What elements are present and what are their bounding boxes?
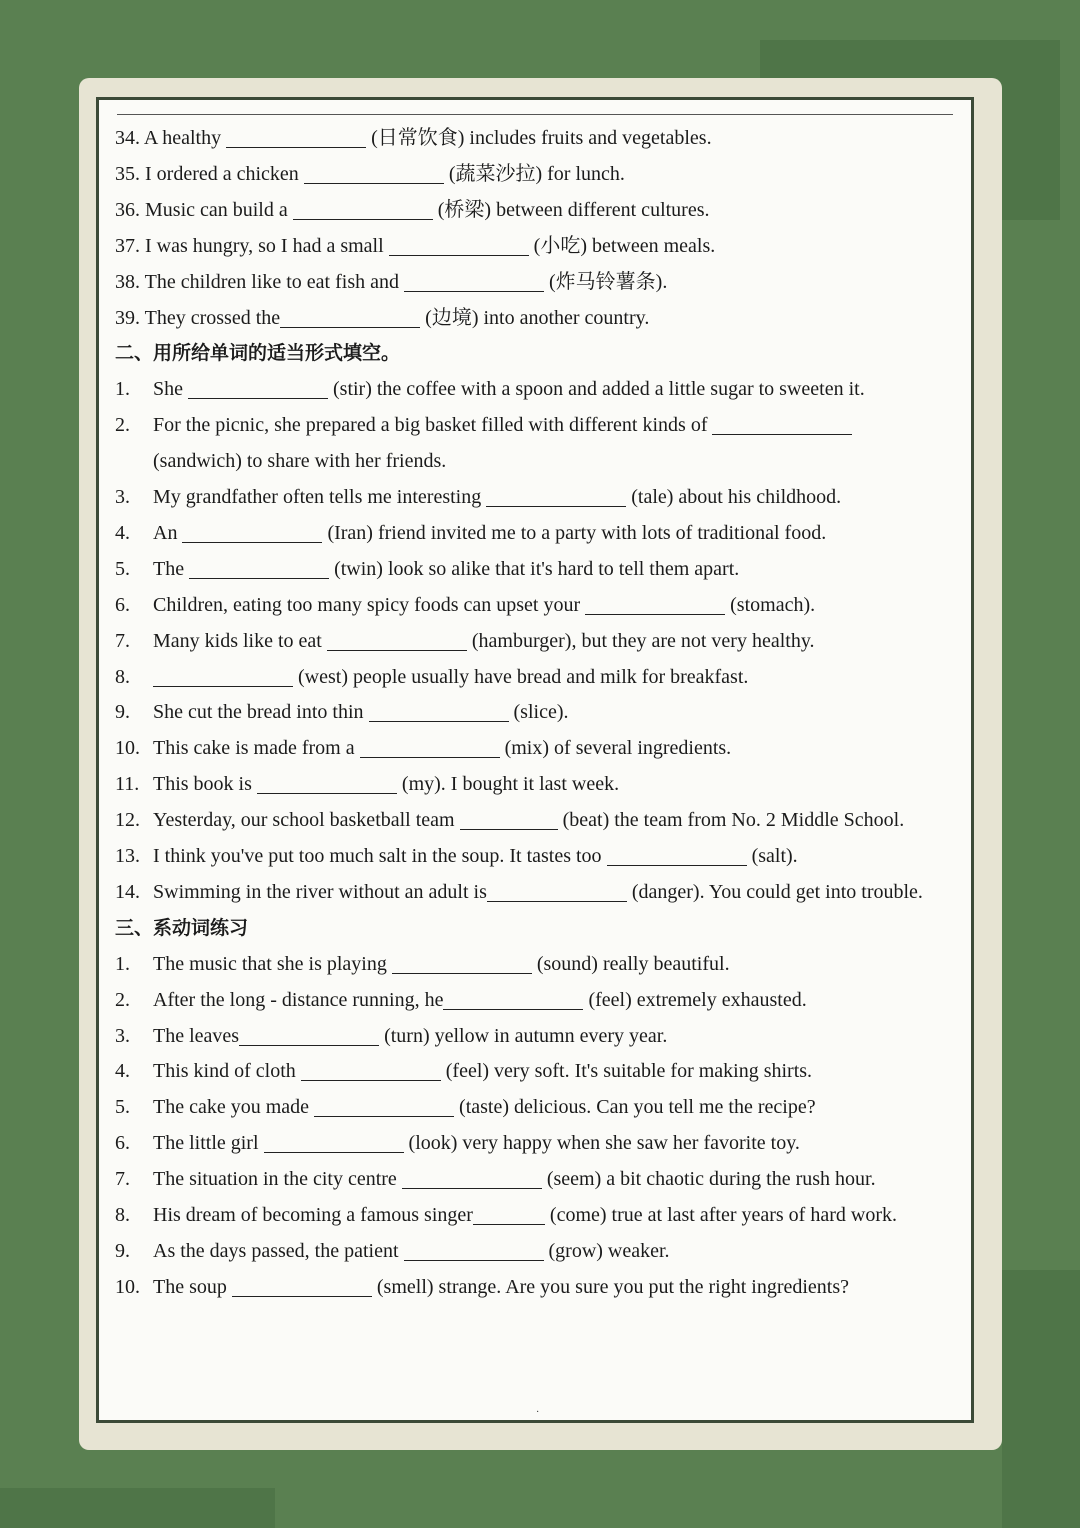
question-number: 11. <box>115 773 140 796</box>
top-rule <box>117 114 953 115</box>
question-number: 9. <box>115 1239 130 1262</box>
answer-blank[interactable] <box>404 269 544 292</box>
question-number: 3. <box>115 1024 130 1047</box>
answer-blank[interactable] <box>473 1202 545 1225</box>
question-text-before: His dream of becoming a famous singer <box>153 1204 473 1226</box>
question-line <box>115 1018 957 1054</box>
question-line <box>115 730 957 766</box>
question-text-after: (danger). You could get into trouble. <box>626 880 923 903</box>
question-text <box>153 730 731 766</box>
question-line <box>115 443 957 479</box>
worksheet-frame <box>96 97 974 1423</box>
question-text-after: (smell) strange. Are you sure you put the right ingredients? <box>371 1275 849 1298</box>
question-text <box>153 1125 800 1161</box>
question-text <box>153 838 798 874</box>
question-line <box>115 1233 957 1269</box>
question-text <box>153 1233 670 1269</box>
question-line <box>115 766 957 802</box>
question-text-before: 34. A healthy <box>115 127 227 149</box>
question-text <box>153 623 815 659</box>
question-line <box>115 874 957 910</box>
question-text-after: (日常饮食) includes fruits and vegetables. <box>366 127 712 149</box>
answer-blank[interactable] <box>585 592 725 615</box>
question-number: 6. <box>115 593 130 616</box>
question-text-before: Children, eating too many spicy foods can upset your <box>153 593 586 616</box>
question-number: 13. <box>115 845 140 867</box>
question-text <box>153 766 619 802</box>
question-text <box>115 156 625 192</box>
question-line <box>115 192 957 228</box>
question-text-before: (sandwich) to share with her friends. <box>153 450 447 473</box>
question-text-after: (salt). <box>746 845 798 867</box>
question-text-before: She <box>153 378 188 401</box>
section-heading-2: 二、用所给单词的适当形式填空。 <box>115 342 401 365</box>
question-line <box>115 515 957 551</box>
answer-blank[interactable] <box>189 556 329 579</box>
answer-blank[interactable] <box>293 197 433 220</box>
question-text-after: (小吃) between meals. <box>528 234 716 257</box>
answer-blank[interactable] <box>314 1094 454 1117</box>
question-text <box>153 1018 667 1054</box>
question-text <box>153 694 569 730</box>
question-line <box>115 802 957 838</box>
question-text-after: (west) people usually have bread and milk for breakfast. <box>293 665 749 688</box>
question-line <box>115 694 957 730</box>
question-text <box>153 982 807 1018</box>
question-line <box>115 371 957 407</box>
question-line <box>115 982 957 1018</box>
question-number: 1. <box>115 952 130 975</box>
question-text-after: (twin) look so alike that it's hard to tell them apart. <box>329 557 740 580</box>
question-number: 2. <box>115 988 130 1011</box>
question-text-before: Yesterday, our school basketball team <box>153 809 460 832</box>
question-text-before: This kind of cloth <box>153 1060 301 1083</box>
question-number: 14. <box>115 880 140 903</box>
answer-blank[interactable] <box>392 951 532 974</box>
question-text <box>115 192 710 228</box>
question-text-after: (mix) of several ingredients. <box>499 737 732 760</box>
question-text-before: Swimming in the river without an adult is <box>153 880 487 903</box>
answer-blank[interactable] <box>389 233 529 256</box>
question-text-after: (turn) yellow in autumn every year. <box>379 1024 668 1047</box>
question-text-before: 38. The children like to eat fish and <box>115 270 404 293</box>
question-text <box>115 300 649 336</box>
question-number: 8. <box>115 665 130 688</box>
question-text-before: The soup <box>153 1275 232 1298</box>
answer-blank[interactable] <box>304 161 444 184</box>
question-text-before: My grandfather often tells me interesting <box>153 486 487 508</box>
question-line <box>115 1269 957 1305</box>
question-text <box>153 443 446 479</box>
answer-blank[interactable] <box>239 1023 379 1046</box>
question-text-before: After the long - distance running, he <box>153 988 444 1011</box>
question-text <box>115 228 715 264</box>
question-line <box>115 659 957 695</box>
question-text <box>153 1269 849 1305</box>
question-line <box>115 551 957 587</box>
question-text-before: This cake is made from a <box>153 737 360 760</box>
question-number: 12. <box>115 809 140 832</box>
answer-blank[interactable] <box>486 484 626 507</box>
answer-blank[interactable] <box>443 987 583 1010</box>
question-line <box>115 228 957 264</box>
question-line <box>115 479 957 515</box>
question-line <box>115 300 957 336</box>
question-number: 5. <box>115 1096 130 1119</box>
question-text-before: I think you've put too much salt in the soup. It tastes too <box>153 845 607 867</box>
answer-blank[interactable] <box>257 771 397 794</box>
question-text-before: The leaves <box>153 1024 240 1047</box>
question-text-before: For the picnic, she prepared a big basket filled with different kinds of <box>153 414 713 437</box>
question-text-before: 39. They crossed the <box>115 306 281 329</box>
question-line <box>115 407 957 443</box>
question-number: 8. <box>115 1204 130 1226</box>
question-number: 4. <box>115 1060 130 1083</box>
question-line <box>115 1089 957 1125</box>
worksheet-paper <box>79 78 1002 1450</box>
question-text-after: (my). I bought it last week. <box>396 773 620 796</box>
question-text-before: The music that she is playing <box>153 952 392 975</box>
question-text-after: (炸马铃薯条). <box>544 270 668 293</box>
question-text-before: An <box>153 521 183 544</box>
question-line <box>115 1197 957 1233</box>
question-number: 1. <box>115 378 130 401</box>
question-line <box>115 838 957 874</box>
question-line <box>115 946 957 982</box>
question-text-after: (beat) the team from No. 2 Middle School. <box>557 809 905 832</box>
question-text <box>153 407 852 443</box>
question-text <box>153 515 826 551</box>
question-text <box>153 802 904 838</box>
answer-blank[interactable] <box>188 376 328 399</box>
answer-blank[interactable] <box>402 1166 542 1189</box>
answer-blank[interactable] <box>607 843 747 866</box>
question-text-after: (taste) delicious. Can you tell me the recipe? <box>454 1096 816 1119</box>
question-text <box>115 120 712 156</box>
answer-blank[interactable] <box>487 879 627 902</box>
question-text <box>153 1089 816 1125</box>
question-text-before: 35. I ordered a chicken <box>115 162 304 185</box>
answer-blank[interactable] <box>280 305 420 328</box>
question-number: 7. <box>115 629 130 652</box>
question-line <box>115 1053 957 1089</box>
question-number: 5. <box>115 557 130 580</box>
question-text-after: (feel) extremely exhausted. <box>583 988 807 1011</box>
question-number: 2. <box>115 414 130 437</box>
answer-blank[interactable] <box>327 628 467 651</box>
question-text-before: She cut the bread into thin <box>153 701 369 724</box>
answer-blank[interactable] <box>404 1238 544 1261</box>
answer-blank[interactable] <box>264 1130 404 1153</box>
answer-blank[interactable] <box>712 412 852 435</box>
question-number: 3. <box>115 486 130 508</box>
question-text-after: (hamburger), but they are not very healthy. <box>466 629 815 652</box>
question-line <box>115 120 957 156</box>
answer-blank[interactable] <box>226 125 366 148</box>
question-text <box>153 946 730 982</box>
answer-blank[interactable] <box>460 807 558 830</box>
question-text-after: (stir) the coffee with a spoon and added a little sugar to sweeten it. <box>328 378 865 401</box>
question-text-after: (蔬菜沙拉) for lunch. <box>443 162 625 185</box>
question-text-after: (seem) a bit chaotic during the rush hour. <box>541 1168 876 1191</box>
question-text-before: The little girl <box>153 1132 264 1155</box>
question-number: 6. <box>115 1132 130 1155</box>
question-text <box>153 1197 897 1233</box>
question-text-after: (stomach). <box>725 593 816 616</box>
background-shade <box>1002 1270 1080 1528</box>
question-text-before: As the days passed, the patient <box>153 1239 404 1262</box>
question-text-before: 37. I was hungry, so I had a small <box>115 234 389 257</box>
question-number: 10. <box>115 737 140 760</box>
section-heading-3: 三、系动词练习 <box>115 916 249 939</box>
question-text-after: (feel) very soft. It's suitable for making shirts. <box>440 1060 813 1083</box>
question-text-before: 36. Music can build a <box>115 198 293 221</box>
question-text <box>153 1053 812 1089</box>
question-text-after: (slice). <box>508 701 569 724</box>
question-text <box>153 371 865 407</box>
answer-blank[interactable] <box>232 1274 372 1297</box>
question-line <box>115 587 957 623</box>
answer-blank[interactable] <box>153 664 293 687</box>
question-text <box>115 264 667 300</box>
question-number: 4. <box>115 521 130 544</box>
question-text-before: This book is <box>153 773 257 796</box>
answer-blank[interactable] <box>360 735 500 758</box>
question-number: 10. <box>115 1275 140 1298</box>
answer-blank[interactable] <box>301 1058 441 1081</box>
question-text <box>153 551 739 587</box>
question-text-before: Many kids like to eat <box>153 629 327 652</box>
question-text <box>153 587 815 623</box>
question-line <box>115 156 957 192</box>
question-text-after: (Iran) friend invited me to a party with lots of traditional food. <box>322 521 827 544</box>
page-mark: · <box>536 1407 540 1418</box>
question-text-after: (sound) really beautiful. <box>531 952 730 975</box>
question-line <box>115 1161 957 1197</box>
question-text <box>153 479 841 515</box>
question-text-after: (边境) into another country. <box>420 306 650 329</box>
question-line <box>115 264 957 300</box>
background-shade <box>0 1488 275 1528</box>
question-text <box>153 659 748 695</box>
question-line <box>115 623 957 659</box>
answer-blank[interactable] <box>369 699 509 722</box>
question-text-after: (come) true at last after years of hard work. <box>544 1204 897 1226</box>
question-text-before: The <box>153 557 190 580</box>
question-line <box>115 1125 957 1161</box>
question-text <box>153 874 923 910</box>
question-text-before: The cake you made <box>153 1096 315 1119</box>
question-text-after: (桥梁) between different cultures. <box>432 198 710 221</box>
question-text <box>153 1161 876 1197</box>
answer-blank[interactable] <box>182 520 322 543</box>
question-text-after: (look) very happy when she saw her favorite toy. <box>403 1132 800 1155</box>
question-text-after: (grow) weaker. <box>543 1239 670 1262</box>
question-number: 9. <box>115 701 130 724</box>
question-text-after: (tale) about his childhood. <box>626 486 842 508</box>
question-text-before: The situation in the city centre <box>153 1168 402 1191</box>
question-number: 7. <box>115 1168 130 1191</box>
